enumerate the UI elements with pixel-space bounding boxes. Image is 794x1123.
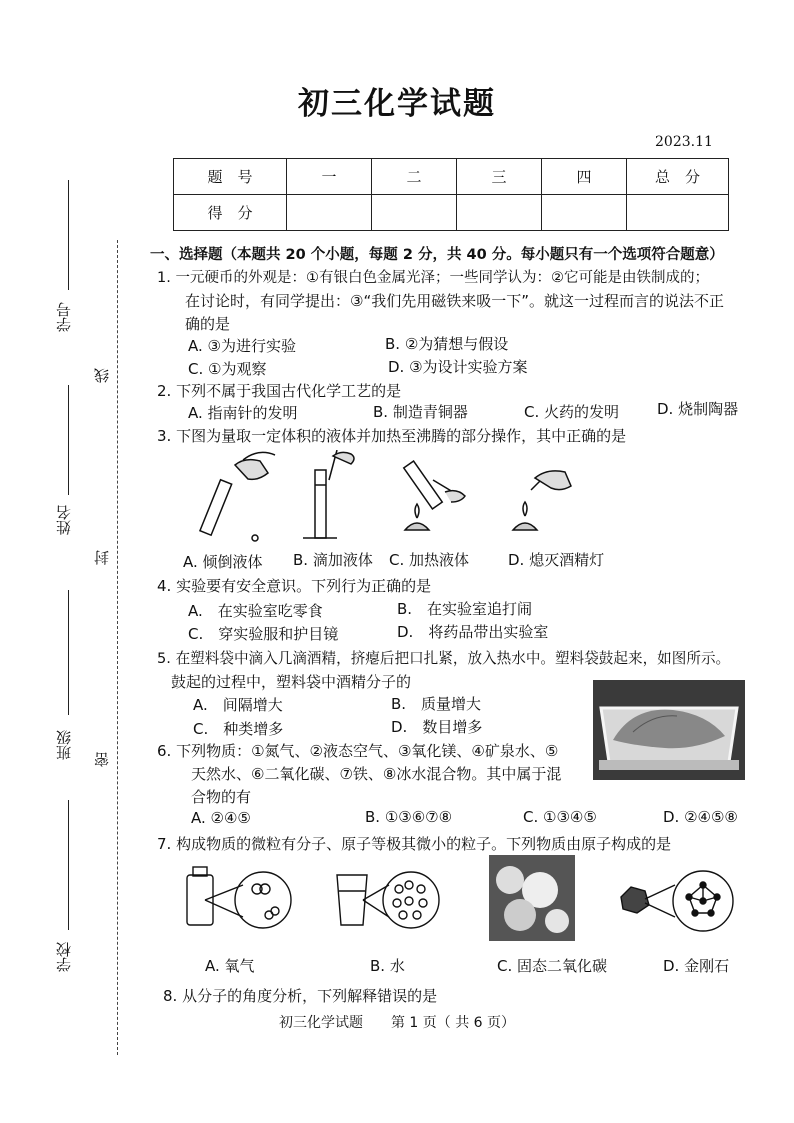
q5-option-b: B. 质量增大 [391, 695, 482, 713]
seal-dashed-line [117, 240, 118, 1055]
school-label: 学校 [55, 942, 73, 972]
pouring-liquid-illustration [200, 452, 275, 541]
score-col-4: 四 [542, 159, 627, 195]
q4-option-b: B. 在实验室追打闹 [397, 600, 533, 618]
q2-option-a: A. 指南针的发明 [188, 404, 298, 422]
q7-option-a: A. 氧气 [205, 957, 255, 975]
q3-option-a: A. 倾倒液体 [183, 553, 263, 571]
q7-figures [175, 855, 755, 945]
q4-option-d: D. 将药品带出实验室 [397, 623, 549, 641]
q4-option-c: C. 穿实验服和护目镜 [188, 625, 339, 643]
q6-option-a: A. ②④⑤ [191, 809, 251, 827]
q2-option-d: D. 烧制陶器 [657, 400, 739, 418]
q6-option-d: D. ②④⑤⑧ [663, 808, 738, 826]
score-col-3: 三 [457, 159, 542, 195]
plastic-bag-photo [593, 680, 745, 780]
q3-stem: 3. 下图为量取一定体积的液体并加热至沸腾的部分操作，其中正确的是 [157, 427, 627, 445]
q3-option-b: B. 滴加液体 [293, 551, 373, 569]
oxygen-bottle-illustration [187, 867, 291, 928]
class-label: 班级 [55, 730, 73, 760]
score-cell[interactable] [627, 195, 729, 231]
q7-option-c: C. 固态二氧化碳 [497, 957, 608, 975]
q6-option-b: B. ①③⑥⑦⑧ [365, 808, 453, 826]
extinguishing-lamp-illustration [513, 471, 571, 530]
q1-option-d: D. ③为设计实验方案 [388, 358, 528, 376]
q1-option-a: A. ③为进行实验 [188, 337, 296, 355]
q7-option-d: D. 金刚石 [663, 957, 730, 975]
q6-stem-line2: 天然水、⑥二氧化碳、⑦铁、⑧冰水混合物。其中属于混 [191, 765, 562, 783]
student-id-label: 学号 [55, 302, 73, 332]
score-cell[interactable] [287, 195, 372, 231]
q6-option-c: C. ①③④⑤ [523, 808, 597, 826]
section-heading: 一、选择题（本题共 20 个小题，每题 2 分，共 40 分。每小题只有一个选项符合题意） [150, 247, 724, 263]
q1-stem-line3: 确的是 [185, 315, 231, 333]
q5-stem-line2: 鼓起的过程中，塑料袋中酒精分子的 [171, 673, 412, 691]
q2-option-b: B. 制造青铜器 [373, 403, 468, 421]
heating-liquid-illustration [404, 461, 465, 530]
q3-option-d: D. 熄灭酒精灯 [508, 551, 605, 569]
dropping-liquid-illustration [303, 450, 354, 538]
score-table [173, 158, 729, 231]
q7-option-b: B. 水 [370, 957, 405, 975]
name-label: 姓名 [55, 505, 73, 535]
q6-stem-line3: 合物的有 [191, 788, 252, 806]
q7-stem: 7. 构成物质的微粒有分子、原子等极其微小的粒子。下列物质由原子构成的是 [157, 835, 672, 853]
score-col-total: 总 分 [627, 159, 729, 195]
q1-option-b: B. ②为猜想与假设 [385, 335, 509, 353]
score-table-score-row [174, 195, 729, 231]
q3-option-c: C. 加热液体 [389, 551, 470, 569]
exam-date: 2023.11 [655, 134, 713, 150]
q6-stem-line1: 6. 下列物质：①氮气、②液态空气、③氧化镁、④矿泉水、⑤ [157, 742, 559, 760]
score-col-2: 二 [372, 159, 457, 195]
q1-option-c: C. ①为观察 [188, 360, 267, 378]
q3-figures [195, 450, 615, 545]
diamond-illustration [621, 871, 733, 931]
q2-option-c: C. 火药的发明 [524, 403, 620, 421]
q4-option-a: A. 在实验室吃零食 [188, 602, 323, 620]
q1-stem-line1: 1. 一元硬币的外观是：①有银白色金属光泽；一些同学认为：②它可能是由铁制成的； [157, 270, 709, 286]
q8-stem: 8. 从分子的角度分析，下列解释错误的是 [163, 987, 438, 1005]
school-line [68, 800, 69, 930]
seal-feng-char: 封 [93, 550, 111, 565]
q4-stem: 4. 实验要有安全意识。下列行为正确的是 [157, 577, 432, 595]
page-title: 初三化学试题 [298, 86, 496, 122]
seal-xian-char: 线 [93, 368, 111, 383]
score-cell[interactable] [542, 195, 627, 231]
water-glass-illustration [337, 872, 439, 928]
q5-option-a: A. 间隔增大 [193, 696, 283, 714]
seal-mi-char: 密 [93, 752, 111, 767]
page-footer: 初三化学试题 第 1 页（ 共 6 页） [278, 1015, 516, 1031]
score-cell[interactable] [372, 195, 457, 231]
score-row-label: 得 分 [174, 195, 287, 231]
name-line [68, 385, 69, 495]
q5-stem-line1: 5. 在塑料袋中滴入几滴酒精，挤瘪后把口扎紧，放入热水中。塑料袋鼓起来，如图所示。 [157, 650, 731, 667]
class-line [68, 590, 69, 715]
score-col-1: 一 [287, 159, 372, 195]
score-cell[interactable] [457, 195, 542, 231]
student-id-line [68, 180, 69, 290]
score-col-label: 题 号 [174, 159, 287, 195]
score-table-header-row [174, 159, 729, 195]
q2-stem: 2. 下列不属于我国古代化学工艺的是 [157, 382, 402, 400]
q1-stem-line2: 在讨论时，有同学提出：③“我们先用磁铁来吸一下”。就这一过程而言的说法不正 [185, 292, 724, 310]
q5-option-d: D. 数目增多 [391, 718, 483, 736]
dry-ice-photo [489, 855, 575, 941]
q5-option-c: C. 种类增多 [193, 720, 284, 738]
